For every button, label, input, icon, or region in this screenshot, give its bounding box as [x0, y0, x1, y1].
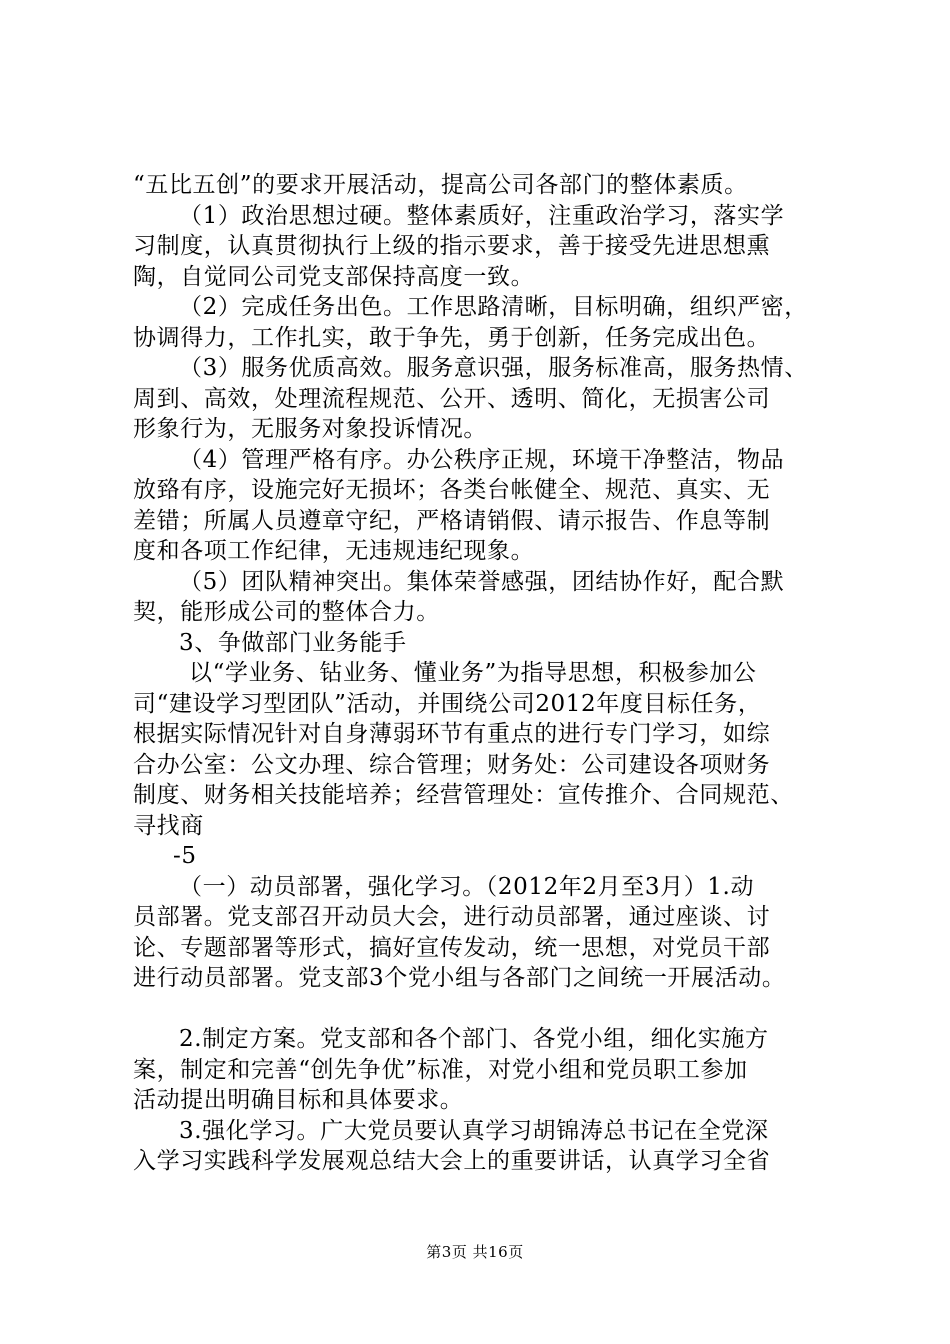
text-line: 周到、高效，处理流程规范、公开、透明、简化，无损害公司 — [133, 385, 771, 412]
text-line: 陶，自觉同公司党支部保持高度一致。 — [133, 263, 535, 290]
text-line: （3）服务优质高效。服务意识强，服务标准高，服务热情、 — [179, 355, 808, 381]
inline-page-marker: -5 — [173, 843, 197, 869]
text-line: 入学习实践科学发展观总结大会上的重要讲话，认真学习全省 — [133, 1148, 771, 1174]
text-line: 论、专题部署等形式，搞好宣传发动，统一思想，对党员干部 — [133, 934, 771, 961]
text-line: 差错；所属人员遵章守纪，严格请销假、请示报告、作息等制 — [133, 507, 771, 534]
text-line: 以“学业务、钻业务、懂业务”为指导思想，积极参加公 — [189, 660, 757, 686]
text-line: 度和各项工作纪律，无违规违纪现象。 — [133, 538, 535, 564]
text-line: 3.强化学习。广大党员要认真学习胡锦涛总书记在全党深 — [179, 1117, 769, 1144]
body-text — [133, 170, 833, 1177]
text-line: 形象行为，无服务对象投诉情况。 — [133, 416, 487, 442]
text-line: （4）管理严格有序。办公秩序正规，环境干净整洁，物品 — [179, 446, 785, 473]
text-line: 员部署。党支部召开动员大会，进行动员部署，通过座谈、讨 — [133, 904, 771, 930]
blank-line — [133, 994, 833, 1025]
text-line: 寻找商 — [133, 812, 204, 839]
text-line: 2.制定方案。党支部和各个部门、各党小组，细化实施方 — [179, 1026, 769, 1052]
text-line: 习制度，认真贯彻执行上级的指示要求，善于接受先进思想熏 — [133, 233, 771, 259]
text-line: 案，制定和完善“创先争优”标准，对党小组和党员职工参加 — [133, 1056, 748, 1083]
text-line: 制度、财务相关技能培养；经营管理处：宣传推介、合同规范、 — [133, 782, 794, 808]
text-line: 契，能形成公司的整体合力。 — [133, 599, 440, 625]
text-line: （5）团队精神突出。集体荣誉感强，团结协作好，配合默 — [179, 568, 785, 595]
page-footer: 第3页 共16页 — [426, 1243, 524, 1261]
text-line: 活动提出明确目标和具体要求。 — [133, 1087, 464, 1113]
text-line: （1）政治思想过硬。整体素质好，注重政治学习，落实学 — [179, 202, 785, 229]
text-line: 司“建设学习型团队”活动，并围绕公司2012年度目标任务， — [133, 690, 762, 717]
text-line: 进行动员部署。党支部3个党小组与各部门之间统一开展活动。 — [133, 965, 786, 991]
text-line: 协调得力，工作扎实，敢于争先，勇于创新，任务完成出色。 — [133, 324, 771, 351]
text-line: 根据实际情况针对自身薄弱环节有重点的进行专门学习，如综 — [133, 721, 771, 747]
text-line: （一）动员部署，强化学习。（2012年2月至3月）1.动 — [179, 873, 755, 900]
text-line: 合办公室：公文办理、综合管理；财务处：公司建设各项财务 — [133, 751, 771, 778]
text-line: 放臵有序，设施完好无损坏；各类台帐健全、规范、真实、无 — [133, 477, 771, 503]
text-line: “五比五创”的要求开展活动，提高公司各部门的整体素质。 — [133, 172, 748, 198]
section-heading: 3、争做部门业务能手 — [179, 629, 407, 656]
text-line: （2）完成任务出色。工作思路清晰，目标明确，组织严密， — [179, 294, 808, 320]
